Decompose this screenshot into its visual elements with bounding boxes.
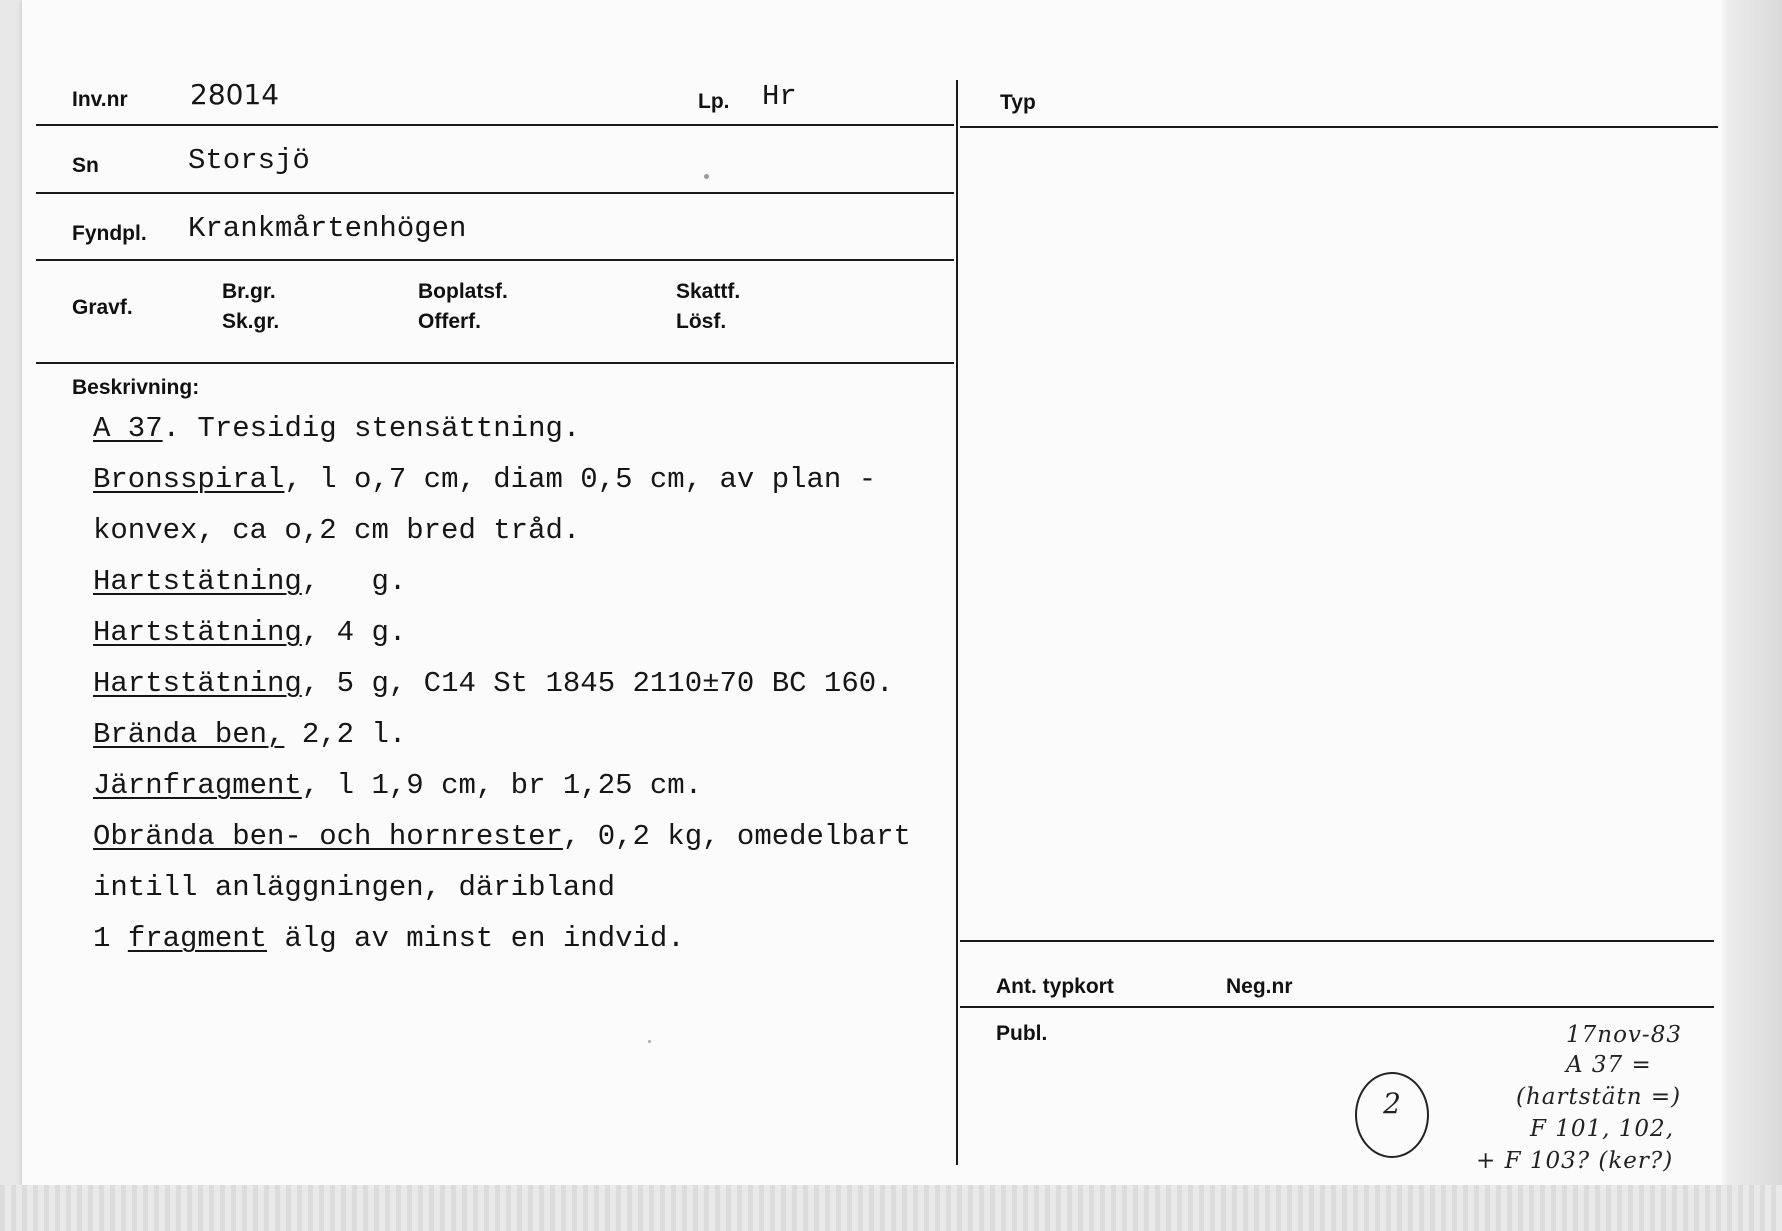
description-line [93,922,685,955]
ant-typkort-label: Ant. typkort [996,975,1114,998]
description-line [93,871,615,904]
sk-gr-label: Sk.gr. [222,310,280,333]
handwritten-note: F 101, 102, [1530,1116,1675,1142]
underlined-term: Järnfragment [93,769,302,802]
rule-fyndpl [36,259,954,261]
line-text: , 0,2 kg, omedelbart [562,820,911,853]
beskrivning-label: Beskrivning: [72,376,200,399]
line-text: älg av minst en indvid. [267,922,685,955]
underlined-term: Hartstätning [93,667,302,700]
description-line [93,514,580,547]
line-prefix: 1 [93,922,128,955]
inv-nr-value: 28014 [190,78,280,111]
rule-inv [36,124,954,126]
circled-number [1355,1072,1429,1158]
description-line [93,667,894,700]
description-line [93,616,406,649]
handwritten-note: (hartstätn =) [1516,1084,1682,1110]
fyndpl-value: Krankmårtenhögen [188,212,467,245]
line-text: . Tresidig stensättning. [162,412,581,445]
gravf-label: Gravf. [72,296,133,319]
lp-label: Lp. [698,90,730,113]
sn-value: Storsjö [188,144,310,177]
speck [648,1040,651,1043]
typ-label: Typ [1000,91,1036,114]
card-right-edge [1722,0,1782,1231]
handwritten-note: + F 103? (ker?) [1476,1148,1674,1174]
underlined-term: Hartstätning [93,565,302,598]
rule-sn [36,192,954,194]
underlined-term: Hartstätning [93,616,302,649]
underlined-term: A 37 [93,412,163,445]
br-gr-label: Br.gr. [222,280,276,303]
rule-ant-top [960,940,1714,942]
fyndpl-label: Fyndpl. [72,222,147,245]
description-line [93,463,876,496]
losf-label: Lösf. [676,310,727,333]
line-text: , l 1,9 cm, br 1,25 cm. [301,769,703,802]
card-bottom-edge [0,1185,1782,1231]
neg-nr-label: Neg.nr [1226,975,1293,998]
description-line [93,820,911,853]
publ-label: Publ. [996,1022,1048,1045]
line-text: intill anläggningen, däribland [93,871,616,904]
inv-nr-label: Inv.nr [72,88,128,111]
underlined-term: fragment [127,922,268,955]
column-divider [956,80,958,1165]
speck [704,174,709,179]
rule-typ [960,126,1718,128]
rule-grav [36,362,954,364]
sn-label: Sn [72,154,99,177]
handwritten-note: 17nov-83 [1566,1022,1682,1048]
description-line [93,412,580,445]
line-text: konvex, ca o,2 cm bred tråd. [93,514,581,547]
description-line [93,718,406,751]
description-line [93,769,702,802]
line-text: , g. [301,565,407,598]
rule-ant-bottom [960,1006,1714,1008]
underlined-term: Brända ben, [93,718,285,751]
lp-value: Hr [762,80,797,113]
line-text: , 5 g, C14 St 1845 2110±70 BC 160. [301,667,894,700]
line-text: , l o,7 cm, diam 0,5 cm, av plan - [284,463,877,496]
skattf-label: Skattf. [676,280,741,303]
boplatsf-label: Boplatsf. [418,280,508,303]
handwritten-note: A 37 = [1566,1052,1652,1078]
line-text: 2,2 l. [284,718,407,751]
line-text: , 4 g. [301,616,407,649]
underlined-term: Obrända ben- och hornrester [93,820,563,853]
description-line [93,565,406,598]
offerf-label: Offerf. [418,310,481,333]
underlined-term: Bronsspiral [93,463,285,496]
circled-number-text: 2 [1383,1087,1401,1120]
